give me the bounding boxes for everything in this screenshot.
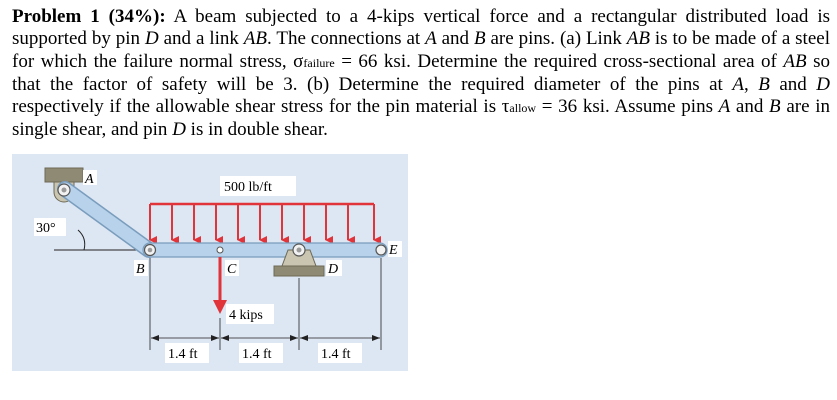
tau-symbol: τ (501, 96, 510, 118)
pin-a (58, 184, 70, 196)
problem-text: A beam subjected to a 4-kips vertical force and a rectangular distributed load is supported by pin (12, 6, 830, 50)
problem-heading: Problem 1 (34%): (12, 6, 166, 27)
pin-ref: D (144, 28, 159, 50)
pin-ref: B (758, 73, 770, 95)
beam (143, 243, 387, 257)
sigma-subscript: failure (303, 55, 335, 70)
point-c (217, 247, 223, 253)
problem-text: so that the factor of safety will be 3. (b) Determine the required diameter of the pins at (12, 50, 830, 95)
problem-text: are pins. (a) Link (485, 28, 627, 50)
problem-text: = 36 ksi. Assume pins (536, 96, 719, 118)
load-label: 500 lb/ft (224, 180, 272, 195)
link-ref: AB (243, 28, 268, 50)
pin-ref: B (473, 28, 486, 50)
pin-ref: A (732, 73, 744, 95)
point-e (376, 245, 386, 255)
problem-text: and (436, 28, 474, 50)
dimension-label-1: 1.4 ft (168, 347, 198, 362)
sigma-symbol: σ (293, 50, 304, 72)
problem-text: are in single shear, and pin (12, 96, 830, 141)
label-a: A (85, 172, 94, 187)
pin-ref: B (769, 96, 781, 118)
problem-text: . The connections at (267, 28, 426, 50)
pin-ref: A (718, 96, 731, 118)
pin-ref: D (172, 119, 186, 141)
problem-text: and a link (158, 28, 244, 50)
problem-text: and (769, 73, 817, 95)
problem-text: is in double shear. (185, 119, 328, 141)
problem-text: = 66 ksi. Determine the required cross-sectional area of (334, 50, 784, 72)
problem-text: and (730, 96, 770, 118)
label-b: B (136, 262, 145, 277)
dimension-label-3: 1.4 ft (321, 347, 351, 362)
pin-b (145, 245, 156, 256)
problem-statement (12, 6, 830, 142)
dimension-label-2: 1.4 ft (242, 347, 272, 362)
pin-d (293, 244, 305, 256)
problem-text: respectively if the allowable shear stress for the pin material is (12, 96, 502, 118)
link-ref: AB (626, 28, 650, 50)
problem-text: , (743, 73, 759, 95)
problem-text: is to be made of a steel for which the failure normal stress, (12, 28, 830, 72)
pin-ref: A (425, 28, 437, 50)
label-d: D (328, 262, 339, 277)
link-ref: AB (783, 50, 807, 72)
label-c: C (227, 262, 237, 277)
tau-subscript: allow (509, 101, 537, 116)
pin-ref: D (816, 73, 830, 95)
label-e: E (389, 243, 398, 258)
angle-label: 30° (36, 221, 56, 236)
beam-figure (12, 154, 408, 371)
force-label: 4 kips (229, 308, 263, 323)
